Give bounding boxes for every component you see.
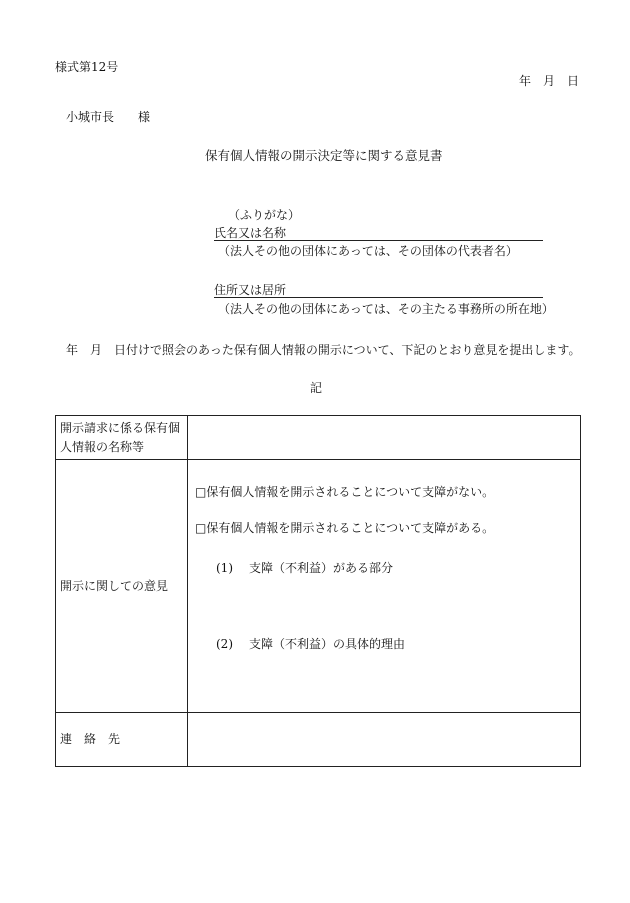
ki-marker: 記 — [310, 381, 323, 395]
opinion-label: 開示に関しての意見 — [56, 460, 188, 713]
opinion-cell — [188, 460, 581, 713]
address-field[interactable] — [214, 283, 543, 298]
sub-item-1-number: (1) — [216, 561, 233, 575]
sub-item-2-number: (2) — [216, 637, 233, 651]
name-label: 氏名又は名称 — [214, 226, 287, 240]
request-info-label-line1: 開示請求に係る保有個 — [60, 420, 181, 435]
date-line: 年 月 日 — [519, 74, 580, 88]
name-note: （法人その他の団体にあっては、その団体の代表者名） — [218, 244, 518, 258]
opinion-table — [55, 415, 581, 767]
option-no-objection[interactable]: □保有個人情報を開示されることについて支障がない。 — [195, 485, 495, 499]
sub-item-1-text: 支障（不利益）がある部分 — [249, 561, 394, 575]
body-statement: 年 月 日付けで照会のあった保有個人情報の開示について、下記のとおり意見を提出します。 — [66, 343, 581, 357]
option-objection[interactable]: □保有個人情報を開示されることについて支障がある。 — [195, 521, 495, 535]
address-note: （法人その他の団体にあっては、その主たる事務所の所在地） — [218, 302, 554, 316]
table-row — [56, 416, 581, 460]
contact-cell[interactable] — [188, 713, 581, 767]
table-row — [56, 460, 581, 713]
form-number: 様式第12号 — [55, 60, 119, 74]
request-info-label-line2: 人情報の名称等 — [60, 439, 145, 454]
contact-label: 連 絡 先 — [56, 713, 188, 767]
address-label: 住所又は居所 — [214, 283, 287, 297]
sub-item-2-text: 支障（不利益）の具体的理由 — [249, 637, 406, 651]
document-title: 保有個人情報の開示決定等に関する意見書 — [205, 148, 443, 163]
furigana-label: （ふりがな） — [228, 208, 301, 222]
name-field[interactable] — [214, 226, 543, 241]
request-info-label — [56, 416, 188, 460]
addressee: 小城市長 様 — [66, 110, 151, 124]
table-row — [56, 713, 581, 767]
request-info-cell[interactable] — [188, 416, 581, 460]
